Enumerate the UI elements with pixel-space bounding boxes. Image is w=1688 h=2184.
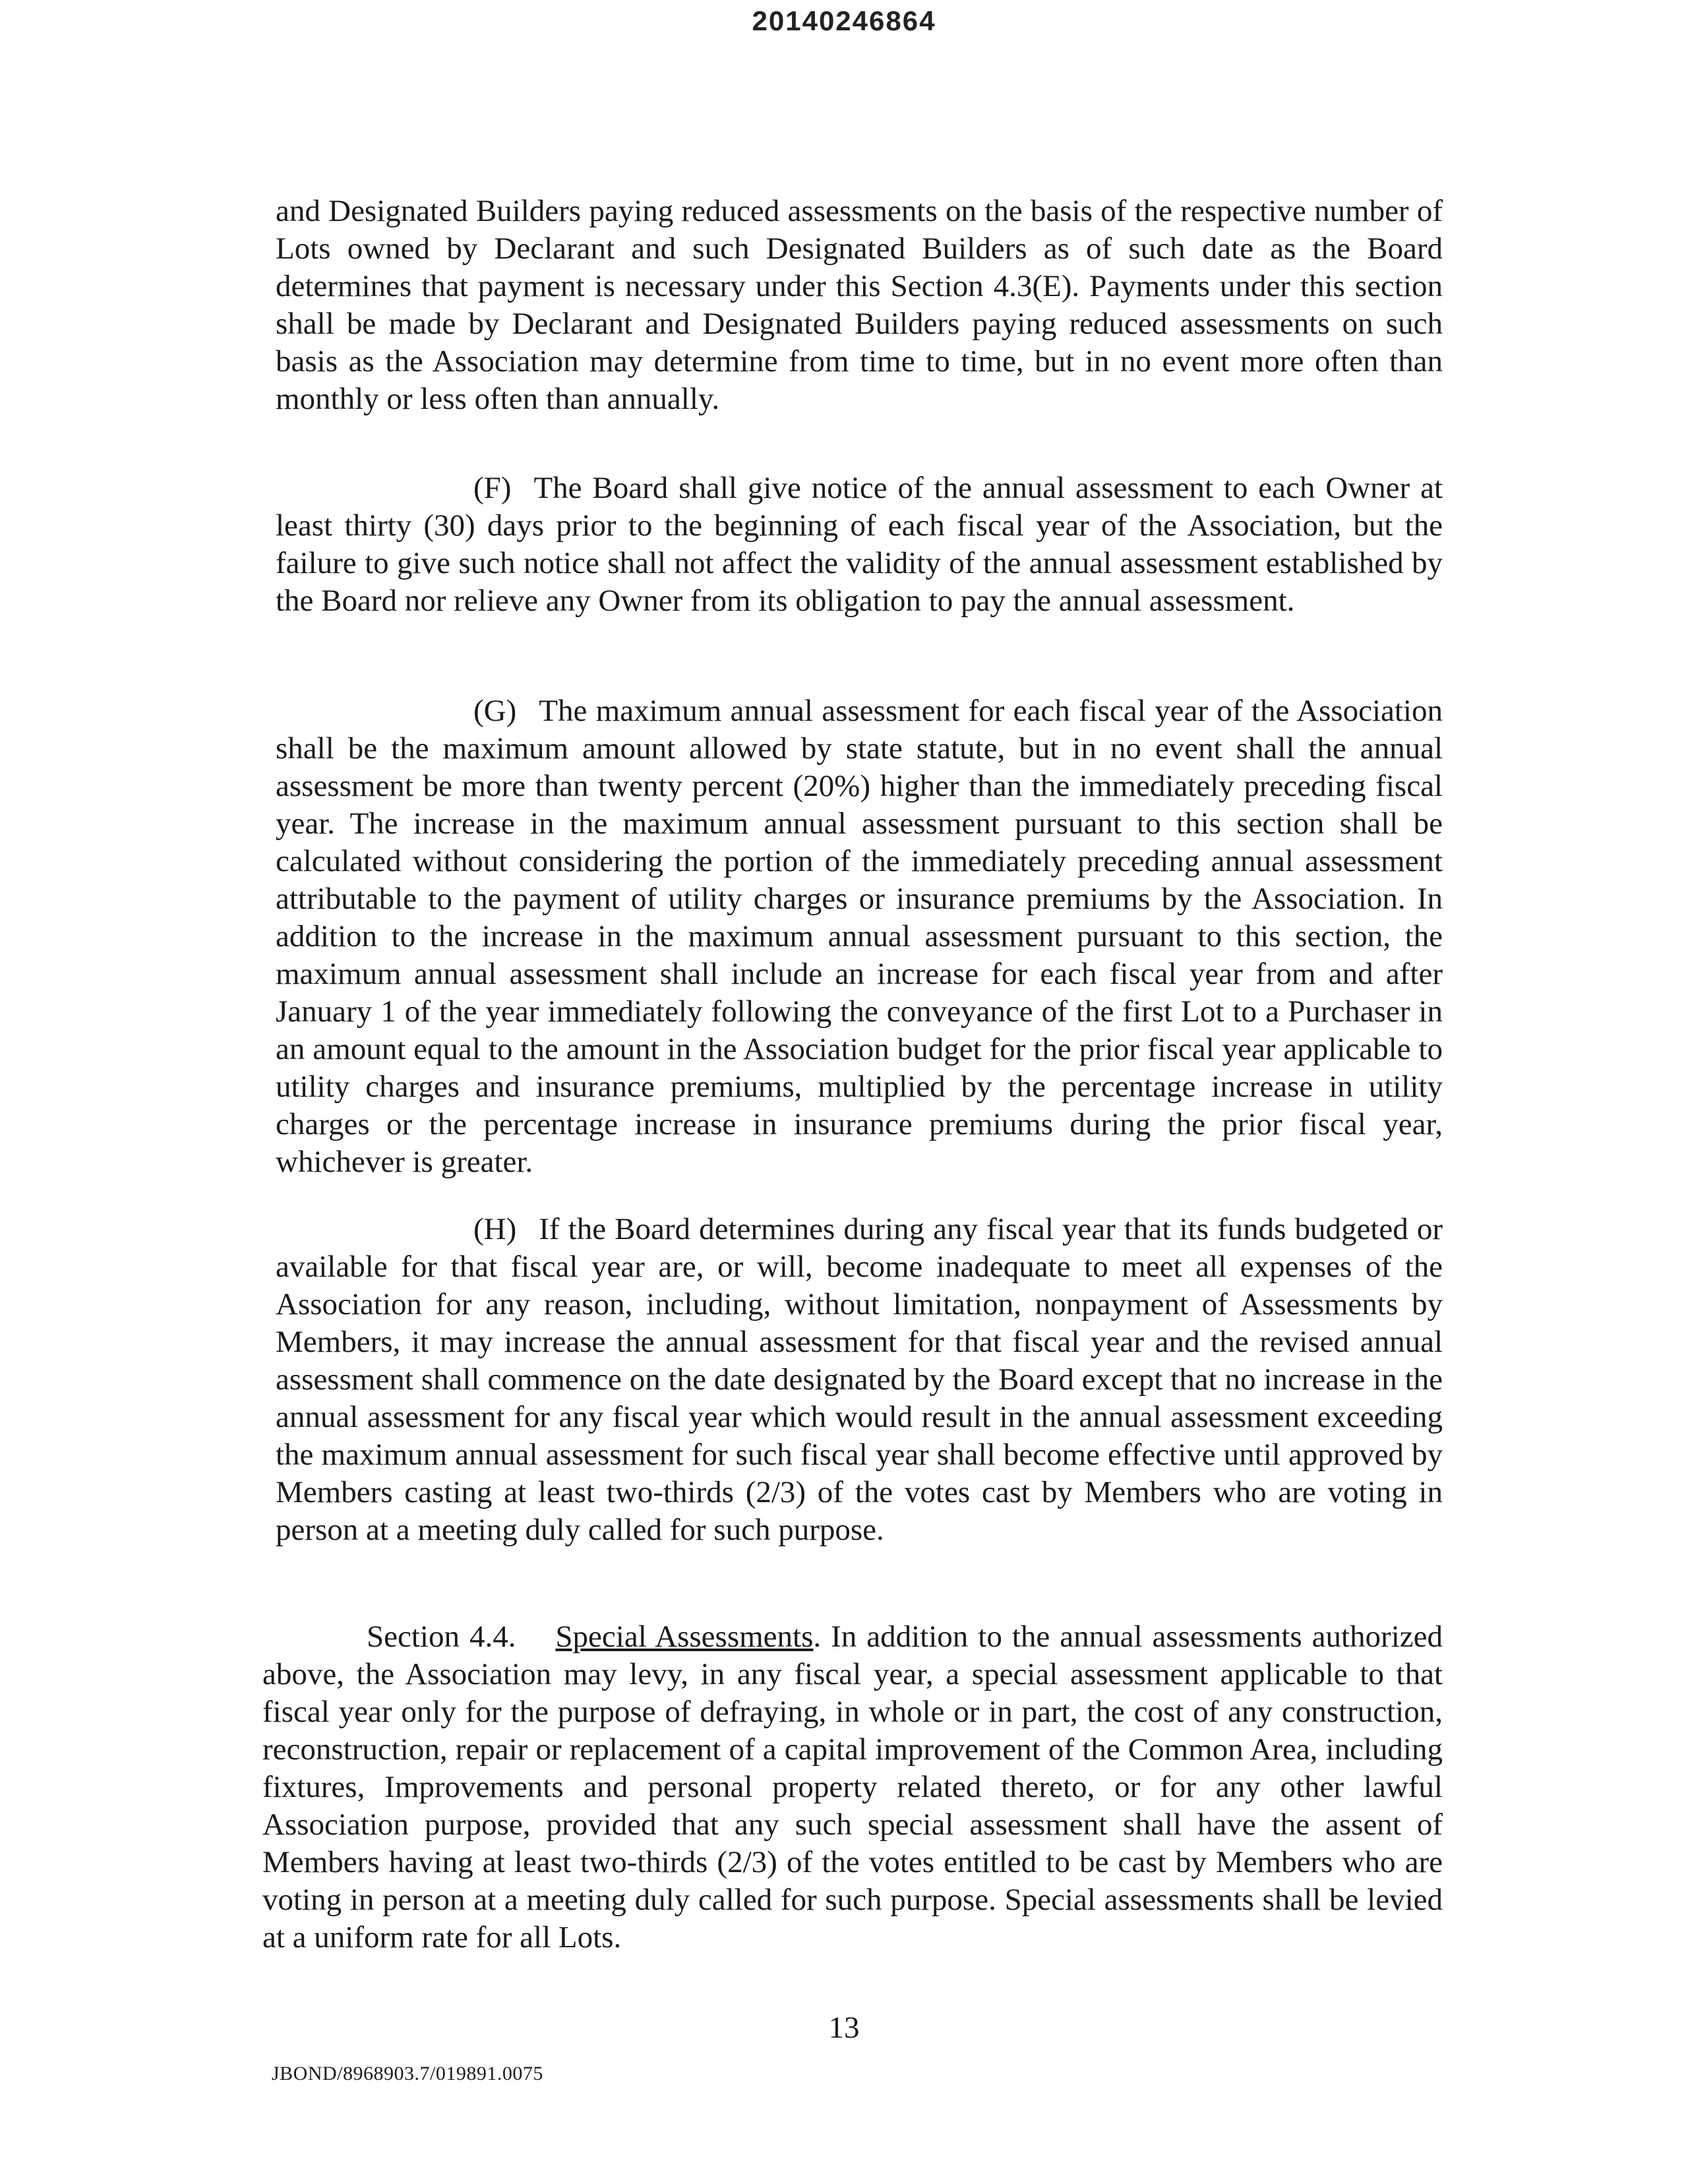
page-number: 13 (828, 2011, 860, 2045)
paragraph-f (276, 470, 1443, 620)
continuation-paragraph: and Designated Builders paying reduced assessments on the basis of the respective number of Lots owned by Declarant and such Designated Builders as of such date as the Board determines that payment is necessary under this Section 4.3(E). Payments under this section shall be made by Declarant and Designated Builders paying reduced assessments on such basis as the Association may determine from time to time, but in no event more often than monthly or less often than annually. (276, 194, 1443, 416)
paragraph-h-label: (H) (473, 1212, 517, 1246)
paragraph-h-text: If the Board determines during any fiscal year that its funds budgeted or available for that fiscal year are, or will, become inadequate to meet all expenses of the Association for any reason, including, without limitation, nonpayment of Assessments by Members, it may increase the annual assessment for that fiscal year and the revised annual assessment shall commence on the date designated by the Board except that no increase in the annual assessment for any fiscal year which would result in the annual assessment exceeding the maximum annual assessment for such fiscal year shall become effective until approved by Members casting at least two-thirds (2/3) of the votes cast by Members who are voting in person at a meeting duly called for such purpose. (276, 1212, 1443, 1547)
section-number: Section 4.4. (367, 1620, 516, 1654)
section-4-4 (262, 1618, 1443, 1957)
paragraph-g (276, 692, 1443, 1181)
section-title: Special Assessments (555, 1620, 814, 1654)
paragraph-f-label: (F) (473, 471, 512, 505)
paragraph-g-label: (G) (473, 694, 517, 728)
section-text: . In addition to the annual assessments authorized above, the Association may levy, in any fiscal year, a special assessment applicable to that fiscal year only for the purpose of defraying, in whole or in part, the cost of any construction, reconstruction, repair or replacement of a capital improvement of the Common Area, including fixtures, Improvements and personal property related thereto, or for any other lawful Association purpose, provided that any such special assessment shall have the assent of Members having at least two-thirds (2/3) of the votes entitled to be cast by Members who are voting in person at a meeting duly called for such purpose. Special assessments shall be levied at a uniform rate for all Lots. (262, 1620, 1443, 1955)
paragraph-h (276, 1211, 1443, 1549)
paragraph-g-text: The maximum annual assessment for each fiscal year of the Association shall be the maximum amount allowed by state statute, but in no event shall the annual assessment be more than twenty percent (20%) higher than the immediately preceding fiscal year. The increase in the maximum annual assessment pursuant to this section shall be calculated without considering the portion of the immediately preceding annual assessment attributable to the payment of utility charges or insurance premiums by the Association. In addition to the increase in the maximum annual assessment pursuant to this section, the maximum annual assessment shall include an increase for each fiscal year from and after January 1 of the year immediately following the conveyance of the first Lot to a Purchaser in an amount equal to the amount in the Association budget for the prior fiscal year applicable to utility charges and insurance premiums, multiplied by the percentage increase in utility charges or the percentage increase in insurance premiums during the prior fiscal year, whichever is greater. (276, 694, 1443, 1179)
document-reference: JBOND/8968903.7/019891.0075 (272, 2063, 543, 2084)
paragraph-f-text: The Board shall give notice of the annual assessment to each Owner at least thirty (30) days prior to the beginning of each fiscal year of the Association, but the failure to give such notice shall not affect the validity of the annual assessment established by the Board nor relieve any Owner from its obligation to pay the annual assessment. (276, 471, 1443, 618)
document-number: 20140246864 (752, 5, 936, 36)
